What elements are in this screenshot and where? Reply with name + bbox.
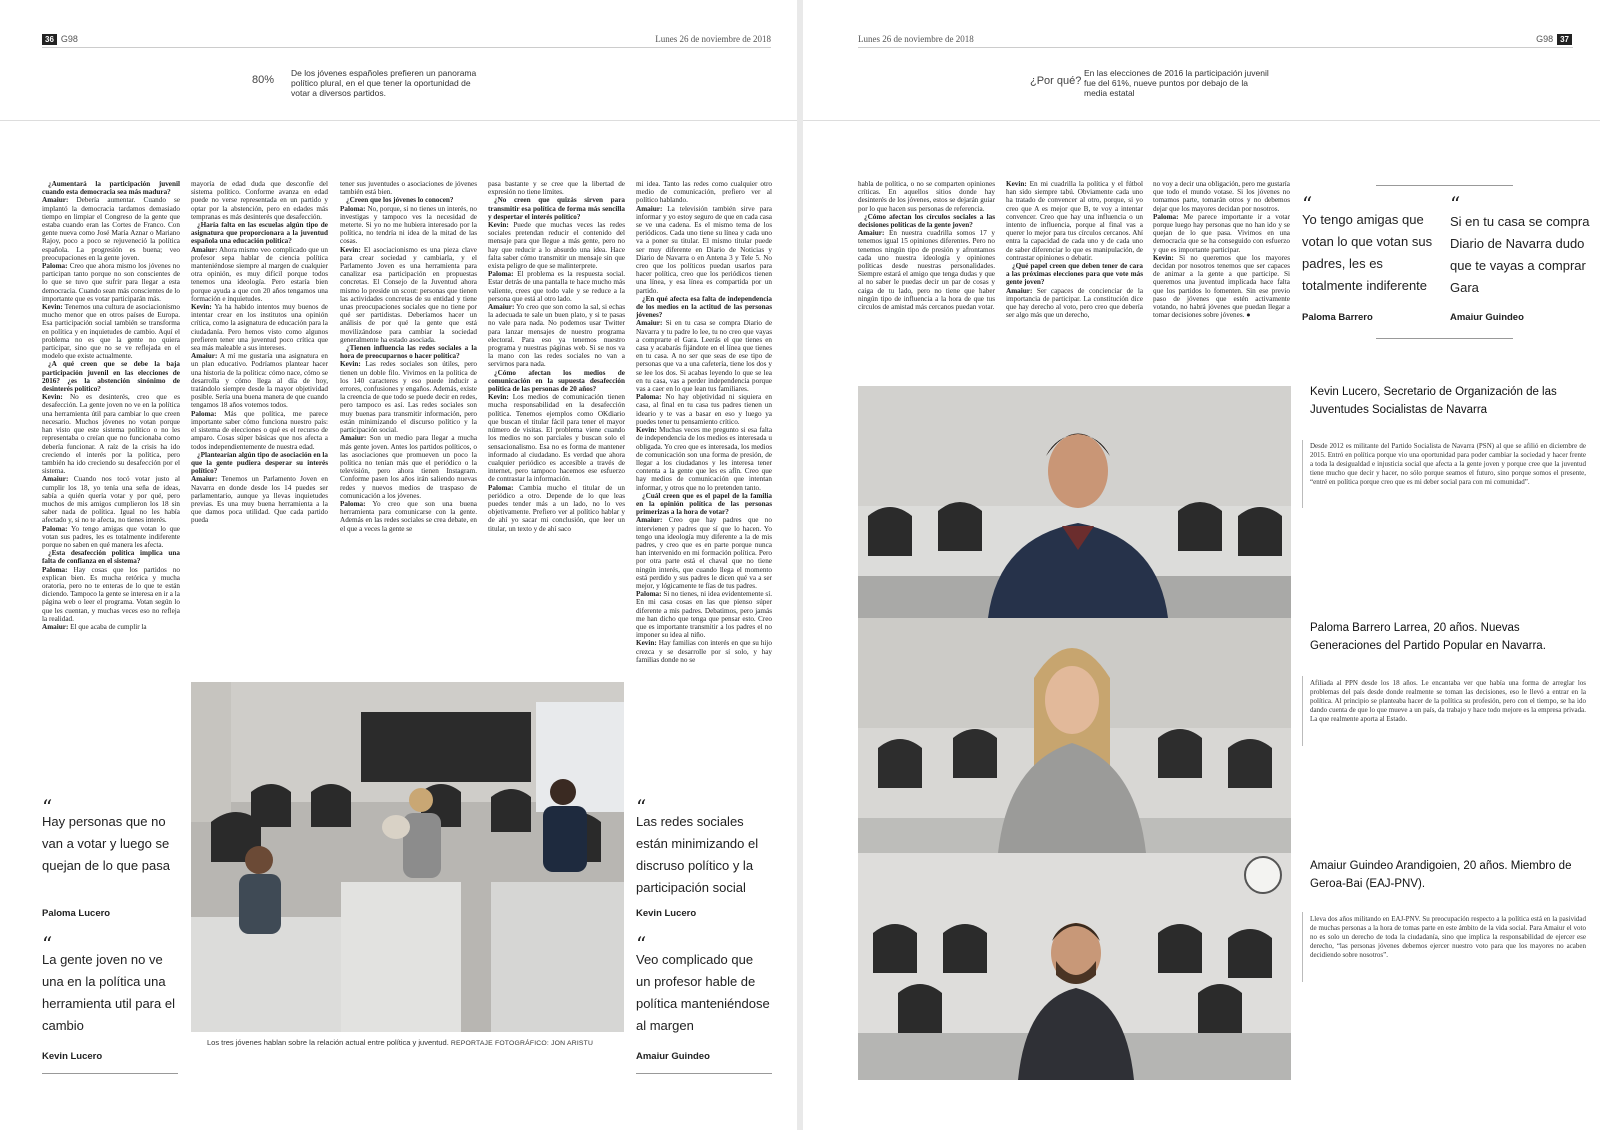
bio-rule xyxy=(1302,676,1303,746)
speaker-name: Paloma: xyxy=(42,524,68,533)
article-column-3 xyxy=(340,180,477,645)
interview-paragraph xyxy=(340,500,477,533)
pull-quote-rule xyxy=(1376,338,1513,339)
speaker-name: Amaiur: xyxy=(340,434,367,443)
interview-paragraph xyxy=(488,180,625,196)
pull-quote-author: Paloma Barrero xyxy=(1302,312,1373,323)
stat-text: En las elecciones de 2016 la participación juvenil fue del 61%, nueve puntos por debajo de la media estatal xyxy=(1084,68,1269,98)
interview-paragraph xyxy=(191,303,328,352)
interview-paragraph xyxy=(191,180,328,221)
speaker-name: Amaiur: xyxy=(1006,286,1033,295)
answer-text: El que acaba de cumplir la xyxy=(70,622,147,631)
answer-text: Tenemos un Parlamento Joven en Navarra en donde desde los 14 puedes ser parlamentario, aunque ya llevas inquietudes previas. Es una muy buena herramienta a la que damos poca utilidad. Que cada partido pueda xyxy=(191,475,328,525)
speaker-name: Kevin: xyxy=(488,221,509,230)
right-page-header xyxy=(1536,34,1572,45)
speaker-name: Paloma: xyxy=(1153,212,1179,221)
interview-question xyxy=(340,196,477,204)
speaker-name: Kevin: xyxy=(636,639,657,648)
pull-quote-text: Veo complicado que un profesor hable de política manteniéndose al margen xyxy=(636,952,770,1033)
interview-question xyxy=(636,492,772,517)
question-text: ¿Cuál creen que es el papel de la familia en la opinión política de las personas primerizas a la hora de votar? xyxy=(636,491,772,517)
interview-paragraph xyxy=(191,475,328,524)
pull-quote-rule xyxy=(1376,185,1513,186)
interview-paragraph xyxy=(1153,213,1290,254)
speaker-name: Paloma: xyxy=(340,499,366,508)
interview-question xyxy=(42,360,180,393)
interview-paragraph xyxy=(42,393,180,475)
portrait-kevin xyxy=(858,386,1291,618)
speaker-name: Amaiur: xyxy=(191,475,218,484)
speaker-name: Amaiur: xyxy=(488,303,515,312)
interview-paragraph xyxy=(340,246,477,344)
speaker-name: Paloma: xyxy=(42,565,68,574)
interview-paragraph xyxy=(488,303,625,369)
interview-paragraph xyxy=(42,303,180,360)
bio-rule xyxy=(1302,912,1303,982)
pull-quote-author: Kevin Lucero xyxy=(636,908,697,919)
speaker-name: Paloma: xyxy=(636,393,662,402)
stat-text: De los jóvenes españoles prefieren un panorama político plural, en el que tener la oportunidad de votar a diversos partidos. xyxy=(291,68,477,98)
answer-text: En nuestra cuadrilla somos 17 y tenemos igual 15 opiniones diferentes. Pero no tenemos ningún tipo de presión y afrontamos cada uno nuestra ideología y opiniones políticas desde nuestras personalidades. Siempre estará el amigo que tenga dudas y que al no saber le puedas decir un par de cosas y caiga de tu lado, pero no tiene que haber ningún tipo de influencia a la hora de que tus círculos de amistad más cercanos puedan votar. xyxy=(858,229,995,312)
speaker-name: Kevin: xyxy=(636,426,657,435)
answer-text: No hay objetividad ni siquiera en casa, al final en tu casa tus padres tienen un ideario y te vas a basar en eso y luego ya puedes tener tu pensamiento crítico. xyxy=(636,393,772,426)
pull-quote-text: Yo tengo amigas que votan lo que votan sus padres, les es totalmente indiferente xyxy=(1302,212,1433,293)
left-page-header xyxy=(42,34,78,45)
pull-quote-author: Paloma Lucero xyxy=(42,908,111,919)
question-text: ¿Cómo afectan los medios de comunicación en la supuesta desafección política de las personas de 20 años? xyxy=(488,368,625,394)
interview-question xyxy=(191,451,328,476)
answer-text: Yo creo que son una buena herramienta para comunicarse con la gente. Además en las redes sociales se crea debate, en el que a veces la gente se xyxy=(340,499,477,533)
portrait-amaiur-image xyxy=(858,853,1291,1080)
article-column-2 xyxy=(1006,180,1143,360)
answer-text: A mí me gustaría una asignatura en un plan educativo. Podríamos plantear hacer una historia de la política: cómo nace, cómo se desarrolla y cómo llega al día de hoy, tratándolo siempre desde la mayor objetividad posible. Sería una buena manera de que cuando tengamos 18 años votemos todos. xyxy=(191,352,328,410)
answer-text: Si no tienes, ni idea evidentemente sí. En mi casa cosas en las que pienso súper diferente a mis padres. Debatimos, pero jamás me han dicho que tenga que pensar esto. Creo que es importante transmitir a los padres el no imponer su idea al niño. xyxy=(636,590,772,640)
question-text: ¿Tienen influencia las redes sociales a la hora de preocuparnos o hacer política? xyxy=(340,344,477,361)
article-column-4 xyxy=(488,180,625,645)
speaker-name: Paloma: xyxy=(488,483,514,492)
answer-text: Hay familias con interés en que su hijo crezca y se desarrolle por sí solo, y hay familias donde no se xyxy=(636,639,772,664)
interview-paragraph xyxy=(636,180,772,205)
answer-text: El asociacionismo es una pieza clave para crear sociedad y cambiarla, y el Parlamento Joven es una herramienta para canalizar esa participación en propuestas concretas. El Consejo de la Juventud ahora mismo lo preside un scout: personas que tienen las actividades concretas de su entidad y tiene unas preocupaciones sociales que no tiene por qué ser partidistas. Deberíamos hacer un análisis de por qué la gente que está movilizándose para cambiar la sociedad generalmente ha estado asociada. xyxy=(340,245,477,344)
interview-paragraph xyxy=(340,360,477,434)
speaker-name: Amaiur: xyxy=(42,196,69,205)
interview-paragraph xyxy=(42,475,180,524)
speaker-name: Amaiur: xyxy=(636,204,663,213)
left-page xyxy=(0,0,797,1130)
speaker-name: Amaiur: xyxy=(191,352,218,361)
answer-text: En mi cuadrilla la política y el fútbol han sido siempre tabú. Obviamente cada uno ha tratado de convencer al otro, porque, si yo creo que A es mejor que B, te voy a intentar convencer. Creo que hay una influencia o un intento de influencia, porque al final vas a querer lo mejor para tus círculos cercanos. Ahí entra la capacidad de cada uno y de cada uno de saber diferenciar lo que es manipulación, de contrastar opiniones o debatir. xyxy=(1006,180,1143,262)
question-text: ¿Plantearían algún tipo de asociación en la que la gente pudiera desperar su interés político? xyxy=(191,450,328,476)
answer-text: tener sus juventudes o asociaciones de jóvenes también está bien. xyxy=(340,180,477,197)
speaker-name: Paloma: xyxy=(340,204,366,213)
question-text: ¿Aumentará la participación juvenil cuando esta democracia sea más madura? xyxy=(42,180,180,197)
interview-paragraph xyxy=(636,426,772,492)
speaker-name: Kevin: xyxy=(42,303,63,312)
interview-paragraph xyxy=(636,393,772,426)
speaker-name: Amaiur: xyxy=(191,245,218,254)
answer-text: Más que política, me parece importante saber cómo funciona nuestro país: el sistema de elecciones o qué es el recurso de amparo. Cosas súper básicas que nos afecta a todos independientemente de nuestra edad. xyxy=(191,409,328,451)
stat-band-rule xyxy=(803,120,1600,121)
interview-paragraph xyxy=(42,525,180,550)
interview-paragraph xyxy=(636,516,772,590)
header-rule xyxy=(42,47,771,48)
speaker-name: Kevin: xyxy=(1006,180,1027,188)
speaker-name: Paloma: xyxy=(488,270,514,279)
interview-question xyxy=(340,344,477,360)
answer-text: Puede que muchas veces las redes sociales pretendan reducir el contenido del mensaje para que llegue a más gente, pero no hay que reducir a lo absurdo una idea. Hace falta saber cómo transmitir un mensaje sin que exista peligro de que se malinterprete. xyxy=(488,221,625,271)
answer-text: mi idea. Tanto las redes como cualquier otro medio de comunicación, prefiero ver al político hablando. xyxy=(636,180,772,205)
answer-text: No es desinterés, creo que es desafección. La gente joven no ve en la política una herramienta útil para cambiar lo que creen necesario. Muchos jóvenes no votan porque han visto que este sistema político o no les representaba o creían que no funcionaba como debería funcionar. A raíz de la crisis ha ido creciendo el interés por la política, pero también ha ido creciendo su desafección por el sistema. xyxy=(42,393,180,476)
article-column-5 xyxy=(636,180,772,786)
answer-text: Cuando nos tocó votar justo al cumplir los 18, yo tenía una seña de ideas, sabía a quién quería votar y por qué, pero muchos de mis amigos cumplieron los 18 sin saber nada de política. Igual no les había afectado y, si no te afecta, no tienes interés. xyxy=(42,475,180,525)
question-text: ¿Qué papel creen que deben tener de cara a las próximas elecciones para que vote más gente joven? xyxy=(1006,262,1143,287)
quote-mark-icon: “ xyxy=(42,795,53,819)
answer-text: no voy a decir una obligación, pero me gustaría que todo el mundo votase. Si los jóvenes no tomamos parte, tomarán otros y no debemos dejar que los mayores decidan por nosotros. xyxy=(1153,180,1290,213)
group-photo xyxy=(191,682,624,1032)
speaker-name: Kevin: xyxy=(340,245,361,254)
answer-text: Debería aumentar. Cuando se implantó la democracia tardamos demasiado tiempo en limpiar el Congreso de la gente que estaba cuando eran las Cortes de Franco. Con gente nueva como José María Aznar o Mariano Rajoy, poco a poco se rejuveneció la política española. La progresión es buena; veo preocupaciones en la gente joven. xyxy=(42,196,180,262)
group-photo-image xyxy=(191,682,624,1032)
bio-text-kevin: Desde 2012 es militante del Partido Socialista de Navarra (PSN) al que se afilió en diciembre de 2015. Entró en política porque vio una oportunidad para poder cambiar la sociedad y hacer frente a toda la desigualdad e injusticia social que afecta a la gente joven y porque cree que la juventud tiene mucho que decir y hacer, no sólo porque seamos el futuro, sino porque somos el presente, “entré en política porque creo que es mi deber social para con mi comunidad”. xyxy=(1310,442,1586,486)
interview-question xyxy=(858,213,995,229)
pull-quote-text: Hay personas que no van a votar y luego se quejan de lo que pasa xyxy=(42,814,170,873)
answer-text: habla de política, o no se comparten opiniones críticas. En aquellos sitios donde hay desinterés de los jóvenes, estos se dejarán guiar por lo que hacen sus personas de referencia. xyxy=(858,180,995,213)
pull-quote-author: Amaiur Guindeo xyxy=(636,1051,710,1062)
page-date: Lunes 26 de noviembre de 2018 xyxy=(858,34,974,44)
page-date: Lunes 26 de noviembre de 2018 xyxy=(655,34,771,44)
answer-text: Me parece importante ir a votar porque luego hay personas que no han ido y se quejan de lo que pasa. Vivimos en una democracia que se ha conseguido con esfuerzo y que es importante participar. xyxy=(1153,212,1290,254)
bio-text-paloma: Afiliada al PPN desde los 18 años. Le encantaba ver que había una forma de arreglar los problemas del país desde donde realmente se toman las decisiones, eso le llevó a entrar en la política. Al principio se planteaba hacer de la política su profesión, pero con el tiempo, se ha ido dando cuenta de que lo que mueve a un país, da trabajo y hace todo mejore es la empresa privada. La que realmente aporta al Estado. xyxy=(1310,679,1586,723)
portrait-paloma-image xyxy=(858,618,1291,853)
interview-paragraph xyxy=(42,623,180,631)
pull-quote-text: La gente joven no ve una en la política una herramienta util para el cambio xyxy=(42,952,175,1033)
quote-mark-icon: “ xyxy=(636,932,647,956)
interview-paragraph xyxy=(191,246,328,303)
interview-paragraph xyxy=(636,590,772,639)
speaker-name: Amaiur: xyxy=(42,475,69,484)
section-name: G98 xyxy=(60,34,78,44)
answer-text: Yo creo que son como la sal, si echas la adecuada te sale un buen plato, y si te pasas no vale para nada. No podemos usar Twitter para lanzar mensajes de nuestro programa electoral. Para eso ya tenemos nuestro programa y nuestras páginas web. Si se nos va la mano con las redes sociales no van a servirnos para nada. xyxy=(488,303,625,369)
interview-question xyxy=(488,369,625,394)
photo-credit: REPORTAJE FOTOGRÁFICO: JON ARISTU xyxy=(450,1040,594,1047)
answer-text: Tenemos una cultura de asociacionismo mucho menor que en otros países de Europa. Esa participación social también se transforma en política y en inquietudes de cambio. Aquí el problema no es que la gente no quiera participar, sino que no se ve reflejada en el modelo que existe actualmente. xyxy=(42,303,180,361)
bio-title-amaiur: Amaiur Guindeo Arandigoien, 20 años. Miembro de Geroa-Bai (EAJ-PNV). xyxy=(1310,860,1572,890)
portrait-amaiur xyxy=(858,853,1291,1080)
bio-title-paloma: Paloma Barrero Larrea, 20 años. Nuevas Generaciones del Partido Popular en Navarra. xyxy=(1310,622,1546,652)
answer-text: Las redes sociales son útiles, pero tienen un doble filo. Vivimos en la política de los 140 caracteres y eso puede inducir a errores, confusiones y engaños. Además, existe la creencia de que todo se puede decir en redes, pero tampoco es así. Las redes sociales son muy buenas para transmitir información, pero están minimizando el discurso político y la participación social. xyxy=(340,360,477,435)
answer-text: Ser capaces de concienciar de la importancia de participar. La constitución dice que hay derecho al voto, pero creo que debería ser algo más que un derecho, xyxy=(1006,286,1143,320)
interview-paragraph xyxy=(340,434,477,500)
article-column-1 xyxy=(42,180,180,786)
interview-paragraph xyxy=(42,566,180,623)
answer-text: mayoría de edad duda que desconfíe del sistema político. Conforme avanza en edad puede no verse representada en un partido y optar por la abstención, pero en edades más tempranas es más desinterés que desafección. xyxy=(191,180,328,221)
stat-band-rule xyxy=(0,120,797,121)
interview-paragraph xyxy=(636,639,772,664)
interview-paragraph xyxy=(636,319,772,393)
page-number: 36 xyxy=(42,34,57,45)
interview-paragraph xyxy=(488,484,625,533)
answer-text: Muchas veces me pregunto si esa falta de independencia de los medios es interesada u obligada. Yo creo que es interesada, los medios de comunicación son una forma de presión, de llegar a los ciudadanos y les interesa tener contenta a la gente que les es afín. Creo que hay medios de comunicación que intentan informar, y otros que no lo pretenden tanto. xyxy=(636,426,772,492)
answer-text: Creo que hay padres que no intervienen y padres que sí que lo hacen. Yo tengo una ideología muy diferente a la de mis padres, y creo que es en parte porque nunca han intervenido en mi formación política. Pero por otra parte está el chaval que no tiene ningún interés, que cuando llega el momento está perdido y sus padres le dicen qué va a ser mejor, y lógicamente te fías de tus padres. xyxy=(636,516,772,590)
answer-text: El problema es la respuesta social. Estar detrás de una pantalla te hace mucho más valiente, crees que todo vale y se reduce a la persona que está al otro lado. xyxy=(488,270,625,303)
article-column-3 xyxy=(1153,180,1290,360)
answer-text: Son un medio para llegar a mucha más gente joven. Antes los partidos políticos, o las asociaciones que promueven un poco la política no tenían más que el periódico o la televisión, pero ahora tienen Instagram. Conforme pasen los años irán saliendo nuevas redes y nuevos medios de traspaso de comunicación a los jóvenes. xyxy=(340,434,477,500)
interview-paragraph xyxy=(858,229,995,311)
question-text: ¿A qué creen que se debe la baja participación juvenil en las elecciones de 2016? ¿es la abstención sinónimo de desinterés político? xyxy=(42,360,180,394)
answer-text: Yo tengo amigas que votan lo que votan sus padres, les es totalmente indiferente porque no saben en qué manera les afecta. xyxy=(42,524,180,549)
speaker-name: Amaiur: xyxy=(636,319,663,328)
speaker-name: Kevin: xyxy=(488,393,509,402)
interview-question xyxy=(1006,262,1143,287)
answer-text: Cambia mucho el titular de un periódico a otro. Depende de lo que leas puedes tender más a un lado, no lo ves objetivamente. Prefiero ver al político hablar y de ahí yo sacar mi conclusión, que leer un titular, un texto y de ahí saco xyxy=(488,483,625,533)
answer-text: Creo que ahora mismo los jóvenes no participan tanto porque no son conscientes de lo que se tuvo que sufrir para llegar a esta democracia. Cuando sean más conscientes de lo importante que es votar participarán más. xyxy=(42,262,180,303)
quote-mark-icon: “ xyxy=(42,932,53,956)
speaker-name: Kevin: xyxy=(42,393,63,402)
interview-paragraph xyxy=(1006,287,1143,320)
pull-quote-author: Amaiur Guindeo xyxy=(1450,312,1524,323)
question-text: ¿No creen que quizás sirven para transmitir esa política de forma más sencilla y despertar el interés político? xyxy=(488,196,625,221)
interview-paragraph xyxy=(858,180,995,213)
speaker-name: Paloma: xyxy=(42,262,68,271)
interview-paragraph xyxy=(1153,180,1290,213)
question-text: ¿En qué afecta esa falta de independencia de los medios en la actitud de las personas jóvenes? xyxy=(636,294,772,320)
answer-text: No, porque, si no tienes un interés, no investigas y tampoco ves la necesidad de meterte. Si yo no me hubiera interesado por la política, no tendría ni idea de la mitad de las cosas. xyxy=(340,204,477,246)
speaker-name: Amaiur: xyxy=(858,229,885,238)
stat-value: ¿Por qué? xyxy=(1030,75,1082,87)
quote-mark-icon: “ xyxy=(1302,192,1313,216)
pull-quote-rule xyxy=(42,1073,178,1074)
interview-question xyxy=(191,221,328,246)
portrait-kevin-image xyxy=(858,386,1291,618)
quote-mark-icon: “ xyxy=(1450,192,1461,216)
answer-text: Los medios de comunicación tienen mucha responsabilidad en la desafección política. Tenemos ejemplos como OKdiario que buscan el titular fácil para tener el mayor número de visitas. El problema viene cuando los medios no son parciales y buscan solo el sensacionalismo. Esa no es forma de mantener informado al ciudadano. Es verdad que ahora cualquier periódico es accesible a través de internet, pero tampoco hacemos ese esfuerzo de contrastar la información. xyxy=(488,393,625,484)
interview-paragraph xyxy=(1153,254,1290,320)
photo-caption xyxy=(207,1038,593,1047)
stat-value: 80% xyxy=(252,74,275,86)
question-text: ¿Cómo afectan los círculos sociales a las decisiones políticas de la gente joven? xyxy=(858,212,995,230)
speaker-name: Amaiur: xyxy=(636,516,663,525)
interview-paragraph xyxy=(191,352,328,409)
page-number: 37 xyxy=(1557,34,1572,45)
interview-question xyxy=(488,196,625,221)
quote-mark-icon: “ xyxy=(636,795,647,819)
interview-paragraph xyxy=(191,410,328,451)
header-rule xyxy=(858,47,1573,48)
pull-quote-text: Las redes sociales están minimizando el discruso político y la participación social xyxy=(636,814,759,895)
article-column-1 xyxy=(858,180,995,360)
interview-paragraph xyxy=(340,205,477,246)
interview-paragraph xyxy=(42,196,180,262)
question-text: ¿Esta desafección política implica una falta de confianza en el sistema? xyxy=(42,549,180,566)
bio-text-amaiur: Lleva dos años militando en EAJ-PNV. Su preocupación respecto a la política está en la pasividad de muchas personas a la hora de tomas parte en este ámbito de la vida social. Para Amaiur el voto no es solo un derecho de toda la ciudadanía, sino que implica la responsabilidad de ejercer ese derecho, “las personas jóvenes debemos ejercer nuestro voto para que los mayores no acaben decidiendo sobre nosotros”. xyxy=(1310,915,1586,959)
question-text: ¿Creen que los jóvenes lo conocen? xyxy=(346,196,454,205)
answer-text: pasa bastante y se cree que la libertad de expresión no tiene límites. xyxy=(488,180,625,197)
interview-question xyxy=(636,295,772,320)
section-name: G98 xyxy=(1536,34,1554,44)
bio-title-kevin: Kevin Lucero, Secretario de Organización de las Juventudes Socialistas de Navarra xyxy=(1310,386,1557,416)
interview-paragraph xyxy=(1006,180,1143,262)
article-column-2 xyxy=(191,180,328,645)
interview-paragraph xyxy=(636,205,772,295)
pull-quote-rule xyxy=(636,1073,772,1074)
portrait-paloma xyxy=(858,618,1291,853)
pull-quote-author: Kevin Lucero xyxy=(42,1051,103,1062)
interview-paragraph xyxy=(488,393,625,483)
interview-paragraph xyxy=(42,262,180,303)
speaker-name: Amaiur: xyxy=(42,622,69,631)
answer-text: Ya ha habido intentos muy buenos de intentar crear en los institutos una opinión crítica, como la asignatura de educación para la ciudadanía. Pero hemos visto como algunos prefieren tener una juventud poco crítica que sea más maleable a sus intereses. xyxy=(191,303,328,353)
answer-text: Ahora mismo veo complicado que un profesor sepa hablar de ciencia política manteniéndose siempre al margen de cualquier otra opinión, es muy difícil porque todos tenemos una ideología. Pero estaría bien porque ayuda a que con 20 años tengamos una formación e inquietudes. xyxy=(191,245,328,303)
speaker-name: Kevin: xyxy=(1153,253,1174,262)
interview-question xyxy=(42,549,180,565)
interview-question xyxy=(42,180,180,196)
answer-text: La televisión también sirve para informar y yo estoy seguro de que en cada casa se ve una cadena. Es el mismo tema de los periódicos. Cada uno tiene su línea y cada uno va a poner su titular. El mismo titular puede ser muy diferente en Diario de Noticias y Diario de Navarra o en Antena 3 y Tele 5. No creo que los políticos puedan usarlos para hacer política, creo que los periódicos tienen una línea, y esa línea es compartida por un partido. xyxy=(636,204,772,295)
question-text: ¿Haría falta en las escuelas algún tipo de asignatura que proporcionara a la juventud española una educación política? xyxy=(191,221,328,246)
speaker-name: Kevin: xyxy=(340,360,361,369)
speaker-name: Kevin: xyxy=(191,303,212,312)
answer-text: Si en tu casa se compra Diario de Navarra y tu padre lo lee, tu no creo que vayas a comprarte el Gara. Leerás el que tienes en casa y acabarás fijándote en el línea que tienes en tu casa. A no ser que seas de ese tipo de personas que va a una cafetería, tiene los dos y se lee los dos. Si acabas leyendo lo que se lea en tu casa, vas a perder independencia porque vas a caer en lo que lean tus familiares. xyxy=(636,319,772,394)
interview-paragraph xyxy=(488,221,625,270)
right-page xyxy=(803,0,1600,1130)
bio-rule xyxy=(1302,440,1303,508)
pull-quote-text: Si en tu casa se compra Diario de Navarra dudo que te vayas a comprar Gara xyxy=(1450,214,1590,295)
answer-text: Si no queremos que los mayores decidan por nosotros tenemos que ser capaces de animar a la gente a que participe. Si queremos una juventud implicada hace falta que los partidos lo fomenten. Sin ese previo paso de jóvenes que estén activamente votando, no habrá jóvenes que puedan llegar a tomar decisiones sobre jóvenes. ● xyxy=(1153,253,1290,320)
interview-paragraph xyxy=(488,270,625,303)
answer-text: Hay cosas que los partidos no explican bien. Es mucha retórica y mucha oratoria, pero no te enteras de lo que te están diciendo. Tampoco la gente se interesa en ir a la página web o leer el programa. Votan según lo que les cuentan, y muchas veces eso no refleja la realidad. xyxy=(42,565,180,623)
photo-caption-text: Los tres jóvenes hablan sobre la relación actual entre política y juventud. xyxy=(207,1038,449,1047)
speaker-name: Paloma: xyxy=(636,590,662,599)
speaker-name: Paloma: xyxy=(191,409,217,418)
interview-paragraph xyxy=(340,180,477,196)
